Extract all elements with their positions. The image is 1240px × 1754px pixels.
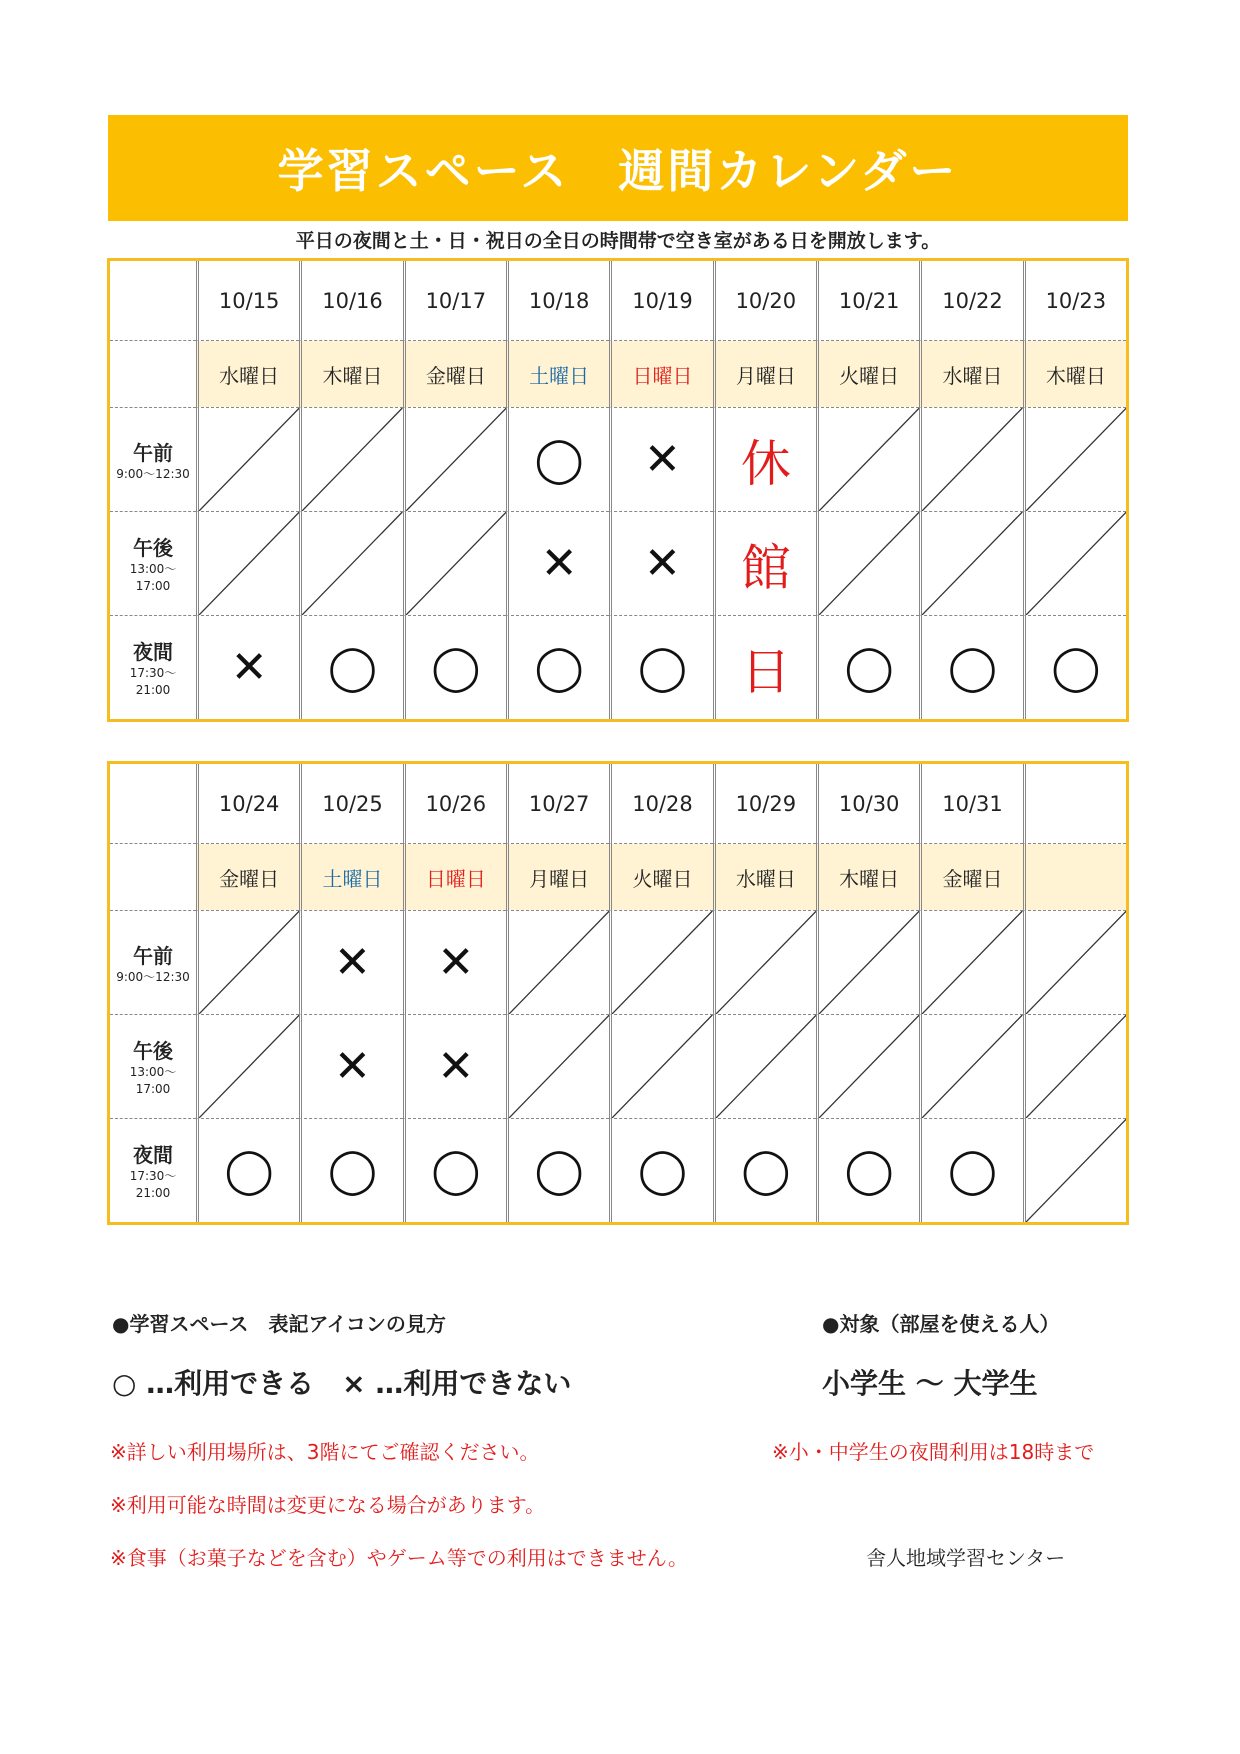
available-mark: ◯ [637, 1145, 688, 1196]
note-time-change: ※利用可能な時間は変更になる場合があります。 [110, 1493, 546, 1517]
row-label-time: 17:30～ 21:00 [129, 1169, 177, 1200]
unavailable-slash [1026, 512, 1126, 615]
slot-cell-pm [919, 1014, 1022, 1118]
weekday-cell: 火曜日 [609, 844, 712, 910]
row-label-pm [110, 1014, 196, 1118]
title-banner [108, 115, 1128, 221]
organization-name: 舎人地域学習センター [866, 1546, 1066, 1570]
page-title: 学習スペース 週間カレンダー [277, 144, 959, 198]
date-cell: 10/25 [299, 764, 402, 844]
date-cell: 10/17 [403, 261, 506, 341]
unavailable-slash [406, 512, 506, 615]
corner-cell [110, 261, 196, 341]
available-mark: ◯ [534, 642, 584, 693]
available-mark: ◯ [224, 1145, 274, 1196]
slot-cell-am [299, 910, 402, 1014]
closed-day-text: 休 [740, 434, 791, 493]
corner-cell [110, 844, 196, 910]
unavailable-slash [819, 911, 919, 1014]
slot-cell-am [299, 407, 402, 511]
unavailable-slash [199, 408, 299, 511]
slot-cell-night [609, 615, 712, 719]
row-label-time: 13:00～ 17:00 [129, 1065, 177, 1096]
date-cell: 10/31 [919, 764, 1022, 844]
row-label-night [110, 1118, 196, 1222]
slot-cell-night [609, 1118, 712, 1222]
slot-cell-night [816, 1118, 919, 1222]
row-label-name: 午前 [133, 440, 173, 465]
slot-cell-am [403, 407, 506, 511]
weekday-cell: 日曜日 [403, 844, 506, 910]
slot-cell-pm [609, 511, 712, 615]
unavailable-slash [716, 911, 816, 1014]
weekday-cell: 金曜日 [196, 844, 299, 910]
closed-day-text: 館 [740, 538, 791, 597]
slot-cell-night [299, 615, 402, 719]
page-subtitle: 平日の夜間と土・日・祝日の全日の時間帯で空き室がある日を開放します。 [295, 230, 941, 252]
date-cell: 10/24 [196, 764, 299, 844]
available-mark: ◯ [534, 434, 584, 485]
slot-cell-pm [196, 511, 299, 615]
slot-cell-pm [713, 511, 816, 615]
unavailable-slash [509, 911, 609, 1014]
date-cell: 10/23 [1023, 261, 1126, 341]
unavailable-mark: ✕ [644, 434, 681, 485]
slot-cell-am [609, 910, 712, 1014]
available-mark: ◯ [1051, 642, 1101, 693]
date-cell: 10/27 [506, 764, 609, 844]
weekday-cell: 金曜日 [403, 341, 506, 407]
slot-cell-pm [299, 511, 402, 615]
unavailable-slash [509, 1015, 609, 1118]
weekday-cell: 水曜日 [196, 341, 299, 407]
row-label-name: 夜間 [133, 1143, 173, 1167]
slot-cell-am [919, 910, 1022, 1014]
target-heading: ●対象（部屋を使える人） [822, 1312, 1060, 1336]
weekday-cell: 土曜日 [506, 341, 609, 407]
unavailable-slash [612, 911, 712, 1014]
unavailable-slash [819, 408, 919, 511]
unavailable-slash [1026, 408, 1126, 511]
row-label-name: 午後 [133, 1039, 173, 1063]
slot-cell-pm [609, 1014, 712, 1118]
unavailable-slash [716, 1015, 816, 1118]
available-mark: ◯ [431, 642, 481, 693]
unavailable-slash [819, 512, 919, 615]
unavailable-mark: ✕ [334, 1041, 371, 1092]
unavailable-mark: ✕ [540, 538, 578, 589]
note-no-food-games: ※食事（お菓子などを含む）やゲーム等での利用はできません。 [110, 1546, 688, 1570]
closed-day-text: 日 [740, 642, 791, 701]
available-mark: ◯ [844, 1145, 894, 1196]
date-cell: 10/21 [816, 261, 919, 341]
slot-cell-am [816, 407, 919, 511]
slot-cell-am [713, 407, 816, 511]
weekday-cell: 火曜日 [816, 341, 919, 407]
weekday-cell: 水曜日 [919, 341, 1022, 407]
icon-legend-line: ○ …利用できる × …利用できない [112, 1367, 572, 1400]
note-location: ※詳しい利用場所は、3階にてご確認ください。 [110, 1440, 540, 1464]
weekday-cell: 木曜日 [299, 341, 402, 407]
row-label-name: 夜間 [133, 640, 173, 664]
weekday-cell: 水曜日 [713, 844, 816, 910]
date-cell: 10/30 [816, 764, 919, 844]
unavailable-slash [819, 1015, 919, 1118]
slot-cell-night [1023, 1118, 1126, 1222]
weekday-cell: 木曜日 [1023, 341, 1126, 407]
slot-cell-am [506, 407, 609, 511]
target-line: 小学生 ～ 大学生 [822, 1367, 1038, 1400]
date-cell: 10/18 [506, 261, 609, 341]
slot-cell-am [609, 407, 712, 511]
slot-cell-night [299, 1118, 402, 1222]
weekday-cell: 日曜日 [609, 341, 712, 407]
slot-cell-night [403, 615, 506, 719]
slot-cell-night [403, 1118, 506, 1222]
unavailable-mark: ✕ [644, 538, 681, 589]
slot-cell-night [506, 615, 609, 719]
slot-cell-pm [299, 1014, 402, 1118]
slot-cell-am [919, 407, 1022, 511]
row-label-am [110, 407, 196, 511]
slot-cell-pm [403, 511, 506, 615]
row-label-time: 17:30～ 21:00 [129, 666, 177, 697]
available-mark: ◯ [947, 642, 998, 693]
slot-cell-night [1023, 615, 1126, 719]
slot-cell-night [816, 615, 919, 719]
row-label-name: 午前 [133, 943, 173, 968]
slot-cell-pm [713, 1014, 816, 1118]
slot-cell-am [1023, 910, 1126, 1014]
row-label-time: 9:00～12:30 [116, 969, 190, 984]
available-mark: ◯ [844, 642, 894, 693]
row-label-night [110, 615, 196, 719]
unavailable-slash [922, 911, 1022, 1014]
unavailable-slash [922, 408, 1022, 511]
slot-cell-pm [919, 511, 1022, 615]
slot-cell-am [196, 407, 299, 511]
unavailable-slash [1026, 1015, 1126, 1118]
slot-cell-pm [816, 1014, 919, 1118]
slot-cell-night [196, 1118, 299, 1222]
unavailable-slash [199, 1015, 299, 1118]
slot-cell-night [713, 1118, 816, 1222]
slot-cell-pm [506, 1014, 609, 1118]
icon-legend-heading: ●学習スペース 表記アイコンの見方 [112, 1312, 446, 1336]
date-cell: 10/22 [919, 261, 1022, 341]
corner-cell [110, 341, 196, 407]
weekday-cell: 月曜日 [713, 341, 816, 407]
available-mark: ◯ [947, 1145, 998, 1196]
weekday-cell: 金曜日 [919, 844, 1022, 910]
slot-cell-night [919, 615, 1022, 719]
calendar-week-1 [107, 258, 1129, 722]
weekday-cell: 月曜日 [506, 844, 609, 910]
unavailable-slash [199, 911, 299, 1014]
unavailable-mark: ✕ [230, 642, 268, 693]
corner-cell [110, 764, 196, 844]
unavailable-slash [302, 408, 402, 511]
row-label-pm [110, 511, 196, 615]
note-night-limit: ※小・中学生の夜間利用は18時まで [772, 1440, 1095, 1464]
available-mark: ◯ [741, 1145, 791, 1196]
slot-cell-pm [506, 511, 609, 615]
unavailable-slash [199, 512, 299, 615]
date-cell: 10/29 [713, 764, 816, 844]
unavailable-slash [922, 512, 1022, 615]
available-mark: ◯ [327, 642, 378, 693]
unavailable-mark: ✕ [437, 1041, 475, 1092]
slot-cell-night [196, 615, 299, 719]
row-label-name: 午後 [133, 536, 173, 560]
date-cell: 10/15 [196, 261, 299, 341]
available-mark: ◯ [534, 1145, 584, 1196]
date-cell: 10/19 [609, 261, 712, 341]
unavailable-slash [406, 408, 506, 511]
unavailable-slash [1026, 1119, 1126, 1222]
available-mark: ◯ [327, 1145, 378, 1196]
date-cell: 10/26 [403, 764, 506, 844]
unavailable-slash [922, 1015, 1022, 1118]
slot-cell-am [196, 910, 299, 1014]
slot-cell-am [1023, 407, 1126, 511]
slot-cell-am [816, 910, 919, 1014]
calendar-week-2 [107, 761, 1129, 1225]
weekday-cell: 木曜日 [816, 844, 919, 910]
row-label-time: 13:00～ 17:00 [129, 562, 177, 593]
row-label-am [110, 910, 196, 1014]
slot-cell-night [713, 615, 816, 719]
unavailable-slash [1026, 911, 1126, 1014]
slot-cell-am [403, 910, 506, 1014]
weekday-cell [1023, 844, 1126, 910]
slot-cell-am [506, 910, 609, 1014]
slot-cell-pm [816, 511, 919, 615]
slot-cell-pm [196, 1014, 299, 1118]
date-cell: 10/28 [609, 764, 712, 844]
date-cell [1023, 764, 1126, 844]
date-cell: 10/16 [299, 261, 402, 341]
slot-cell-pm [403, 1014, 506, 1118]
unavailable-slash [302, 512, 402, 615]
slot-cell-pm [1023, 1014, 1126, 1118]
unavailable-mark: ✕ [437, 937, 475, 988]
available-mark: ◯ [431, 1145, 481, 1196]
unavailable-slash [612, 1015, 712, 1118]
weekday-cell: 土曜日 [299, 844, 402, 910]
date-cell: 10/20 [713, 261, 816, 341]
slot-cell-am [713, 910, 816, 1014]
unavailable-mark: ✕ [334, 937, 371, 988]
slot-cell-pm [1023, 511, 1126, 615]
row-label-time: 9:00～12:30 [116, 466, 190, 481]
slot-cell-night [919, 1118, 1022, 1222]
slot-cell-night [506, 1118, 609, 1222]
available-mark: ◯ [637, 642, 688, 693]
